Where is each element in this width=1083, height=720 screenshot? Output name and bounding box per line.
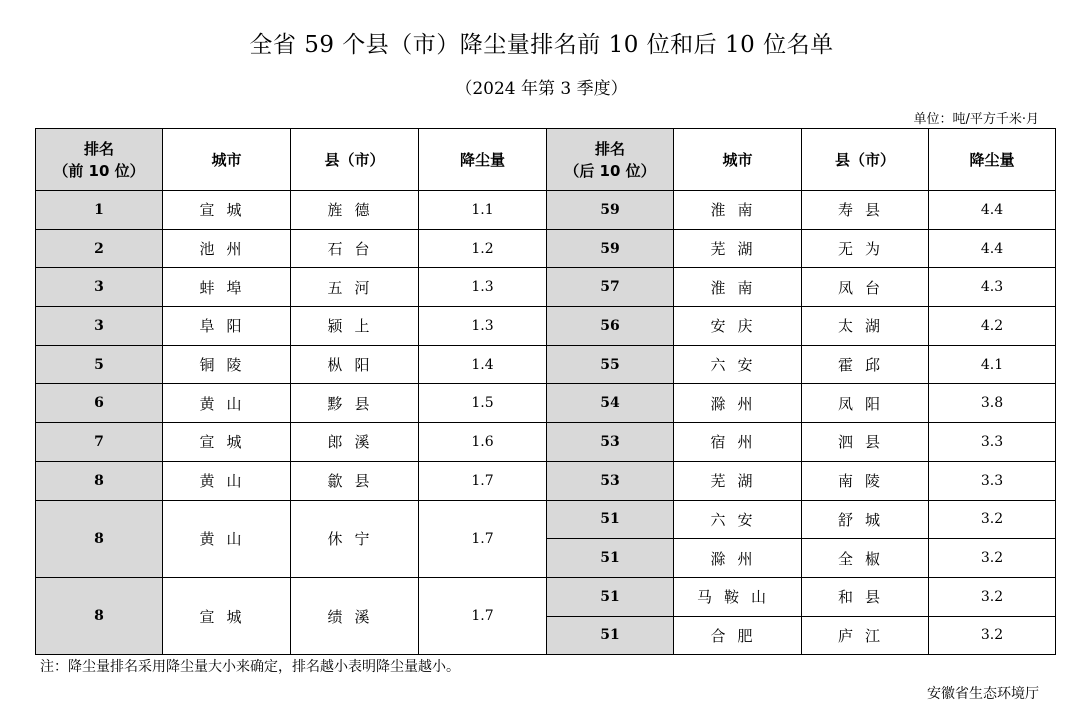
city-top-cell: 黄山 (163, 461, 291, 500)
rank-bottom-cell: 56 (547, 307, 674, 346)
table-row (36, 191, 1056, 230)
rank-top-cell: 8 (36, 577, 163, 654)
county-bottom-cell: 南陵 (802, 461, 929, 500)
city-bottom-cell: 安庆 (674, 307, 802, 346)
city-top-cell: 蚌埠 (163, 268, 291, 307)
dust-value-top-cell: 1.1 (419, 191, 547, 230)
city-bottom-cell: 合肥 (674, 616, 802, 655)
table-row (36, 307, 1056, 346)
rank-top-cell: 6 (36, 384, 163, 423)
source-label: 安徽省生态环境厅 (927, 686, 1039, 702)
rank-bottom-cell: 51 (547, 577, 674, 616)
header-rank-bottom: 排名 （后 10 位） (547, 129, 674, 191)
header-county-left: 县（市） (291, 129, 419, 191)
dust-value-top-cell: 1.4 (419, 345, 547, 384)
county-bottom-cell: 霍邱 (802, 345, 929, 384)
dust-value-top-cell: 1.2 (419, 229, 547, 268)
dust-value-bottom-cell: 3.8 (929, 384, 1056, 423)
header-dust-left: 降尘量 (419, 129, 547, 191)
dust-value-top-cell: 1.7 (419, 500, 547, 577)
dust-value-bottom-cell: 4.4 (929, 229, 1056, 268)
city-bottom-cell: 宿州 (674, 423, 802, 462)
table-row (36, 229, 1056, 268)
dust-value-top-cell: 1.6 (419, 423, 547, 462)
dust-value-bottom-cell: 3.2 (929, 539, 1056, 578)
county-top-cell: 郎溪 (291, 423, 419, 462)
county-top-cell: 旌德 (291, 191, 419, 230)
county-bottom-cell: 庐江 (802, 616, 929, 655)
county-bottom-cell: 凤阳 (802, 384, 929, 423)
county-bottom-cell: 泗县 (802, 423, 929, 462)
city-top-cell: 黄山 (163, 500, 291, 577)
header-county-right: 县（市） (802, 129, 929, 191)
rank-bottom-cell: 59 (547, 191, 674, 230)
dust-value-top-cell: 1.7 (419, 461, 547, 500)
dust-value-bottom-cell: 3.2 (929, 500, 1056, 539)
county-bottom-cell: 凤台 (802, 268, 929, 307)
ranking-table (35, 128, 1056, 655)
city-top-cell: 宣城 (163, 423, 291, 462)
table-row (36, 423, 1056, 462)
dust-value-top-cell: 1.3 (419, 307, 547, 346)
table-row (36, 345, 1056, 384)
county-bottom-cell: 全椒 (802, 539, 929, 578)
table-row (36, 500, 1056, 539)
table-row (36, 461, 1056, 500)
rank-top-cell: 7 (36, 423, 163, 462)
dust-value-top-cell: 1.7 (419, 577, 547, 654)
rank-top-cell: 3 (36, 307, 163, 346)
dust-value-bottom-cell: 4.3 (929, 268, 1056, 307)
header-row (36, 129, 1056, 191)
dust-value-bottom-cell: 3.2 (929, 616, 1056, 655)
dust-value-bottom-cell: 3.3 (929, 423, 1056, 462)
rank-top-cell: 8 (36, 461, 163, 500)
city-top-cell: 铜陵 (163, 345, 291, 384)
city-bottom-cell: 马鞍山 (674, 577, 802, 616)
county-top-cell: 绩溪 (291, 577, 419, 654)
city-bottom-cell: 滁州 (674, 539, 802, 578)
dust-value-bottom-cell: 4.4 (929, 191, 1056, 230)
rank-bottom-cell: 51 (547, 616, 674, 655)
dust-value-bottom-cell: 4.2 (929, 307, 1056, 346)
header-dust-right: 降尘量 (929, 129, 1056, 191)
city-bottom-cell: 淮南 (674, 268, 802, 307)
county-top-cell: 黟县 (291, 384, 419, 423)
city-top-cell: 黄山 (163, 384, 291, 423)
county-top-cell: 休宁 (291, 500, 419, 577)
rank-bottom-cell: 53 (547, 423, 674, 462)
city-bottom-cell: 六安 (674, 500, 802, 539)
dust-value-top-cell: 1.5 (419, 384, 547, 423)
dust-value-top-cell: 1.3 (419, 268, 547, 307)
county-top-cell: 歙县 (291, 461, 419, 500)
table-title: 全省 59 个县（市）降尘量排名前 10 位和后 10 位名单 (249, 32, 834, 58)
city-bottom-cell: 芜湖 (674, 229, 802, 268)
unit-label: 单位：吨/平方千米·月 (913, 112, 1039, 127)
city-bottom-cell: 六安 (674, 345, 802, 384)
county-top-cell: 枞阳 (291, 345, 419, 384)
rank-bottom-cell: 54 (547, 384, 674, 423)
dust-value-bottom-cell: 4.1 (929, 345, 1056, 384)
rank-top-cell: 5 (36, 345, 163, 384)
header-city-right: 城市 (674, 129, 802, 191)
rank-top-cell: 1 (36, 191, 163, 230)
city-bottom-cell: 淮南 (674, 191, 802, 230)
table-subtitle: （2024 年第 3 季度） (455, 79, 628, 99)
county-bottom-cell: 无为 (802, 229, 929, 268)
rank-top-cell: 3 (36, 268, 163, 307)
county-bottom-cell: 舒城 (802, 500, 929, 539)
city-top-cell: 宣城 (163, 577, 291, 654)
rank-bottom-cell: 57 (547, 268, 674, 307)
county-top-cell: 石台 (291, 229, 419, 268)
footnote: 注：降尘量排名采用降尘量大小来确定，排名越小表明降尘量越小。 (40, 659, 460, 675)
rank-bottom-cell: 59 (547, 229, 674, 268)
dust-value-bottom-cell: 3.2 (929, 577, 1056, 616)
city-top-cell: 宣城 (163, 191, 291, 230)
county-bottom-cell: 寿县 (802, 191, 929, 230)
city-top-cell: 阜阳 (163, 307, 291, 346)
county-top-cell: 颍上 (291, 307, 419, 346)
county-bottom-cell: 和县 (802, 577, 929, 616)
rank-top-cell: 8 (36, 500, 163, 577)
city-bottom-cell: 滁州 (674, 384, 802, 423)
table-row (36, 384, 1056, 423)
county-bottom-cell: 太湖 (802, 307, 929, 346)
city-top-cell: 池州 (163, 229, 291, 268)
header-rank-top: 排名 （前 10 位） (36, 129, 163, 191)
rank-bottom-cell: 55 (547, 345, 674, 384)
header-city-left: 城市 (163, 129, 291, 191)
rank-bottom-cell: 51 (547, 500, 674, 539)
table-row (36, 577, 1056, 616)
county-top-cell: 五河 (291, 268, 419, 307)
table-row (36, 268, 1056, 307)
city-bottom-cell: 芜湖 (674, 461, 802, 500)
rank-bottom-cell: 51 (547, 539, 674, 578)
rank-bottom-cell: 53 (547, 461, 674, 500)
dust-value-bottom-cell: 3.3 (929, 461, 1056, 500)
rank-top-cell: 2 (36, 229, 163, 268)
